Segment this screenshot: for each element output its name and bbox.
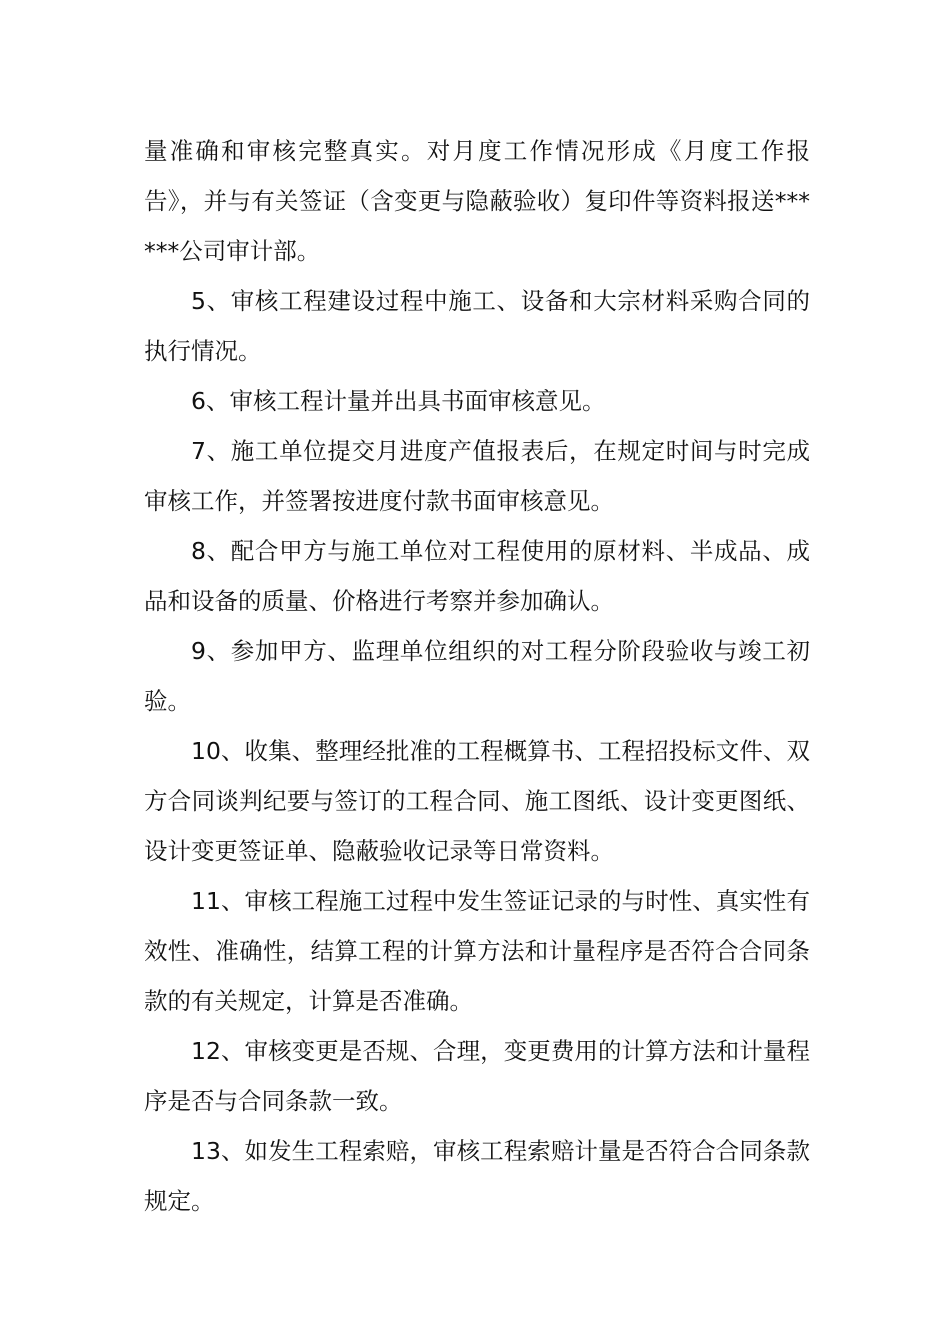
paragraph-item-9: 9、参加甲方、监理单位组织的对工程分阶段验收与竣工初验。: [144, 637, 810, 715]
paragraph-continuation: 量准确和审核完整真实。对月度工作情况形成《月度工作报告》，并与有关签证（含变更与隐蔽验收）复印件等资料报送******公司审计部。: [144, 137, 810, 265]
paragraph-item-12: 12、审核变更是否规、合理，变更费用的计算方法和计量程序是否与合同条款一致。: [144, 1037, 810, 1115]
paragraph-item-6: 6、审核工程计量并出具书面审核意见。: [191, 387, 606, 415]
paragraph-item-11: 11、审核工程施工过程中发生签证记录的与时性、真实性有效性、准确性，结算工程的计算方法和计量程序是否符合合同条款的有关规定，计算是否准确。: [144, 887, 810, 1015]
paragraph-item-7: 7、施工单位提交月进度产值报表后，在规定时间与时完成审核工作，并签署按进度付款书面审核意见。: [144, 437, 810, 515]
paragraph-item-8: 8、配合甲方与施工单位对工程使用的原材料、半成品、成品和设备的质量、价格进行考察并参加确认。: [144, 537, 810, 615]
paragraph-item-10: 10、收集、整理经批准的工程概算书、工程招投标文件、双方合同谈判纪要与签订的工程合同、施工图纸、设计变更图纸、设计变更签证单、隐蔽验收记录等日常资料。: [144, 737, 810, 865]
paragraph-item-5: 5、审核工程建设过程中施工、设备和大宗材料采购合同的执行情况。: [144, 287, 810, 365]
paragraph-item-13: 13、如发生工程索赔，审核工程索赔计量是否符合合同条款规定。: [144, 1137, 810, 1215]
document-body: [144, 126, 810, 1226]
